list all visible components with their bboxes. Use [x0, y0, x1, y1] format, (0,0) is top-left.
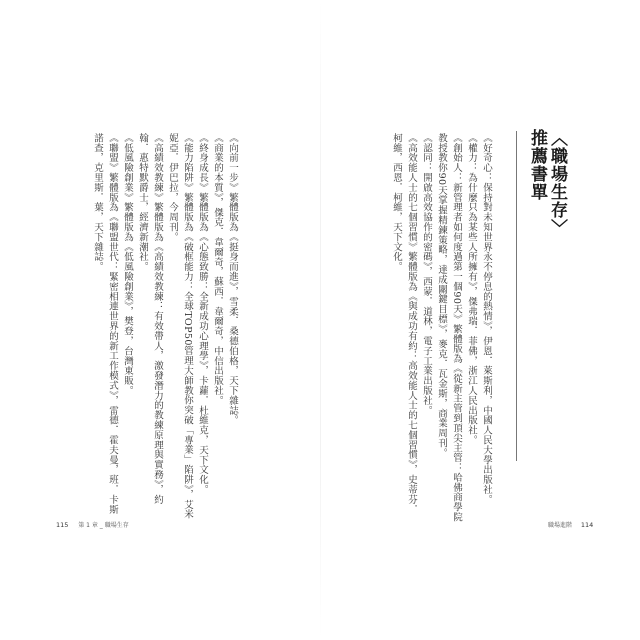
right-page-number: 114 [580, 521, 594, 529]
book-entry-line: 柯維，西恩．柯維，天下文化。 [391, 133, 402, 272]
book-entry-line: 《向前一步》繁體版為《挺身而進》，雪柔．桑德伯格，天下雜誌。 [227, 133, 238, 426]
left-page-number: 115 [56, 521, 69, 529]
book-entry-line: 妮亞．伊巴拉，今周刊。 [167, 133, 178, 242]
book-entry-line: 《終身成長》繁體版為《心態致勝：全新成功心理學》，卡蘿．杜維克，天下文化。 [197, 133, 208, 495]
book-entry-line: 《能力陷阱》繁體版為《破框能力：全球TOP50管理大師教你突破「專業」陷阱》，艾米 [182, 133, 193, 520]
book-entry-line: 《高績效教練》繁體版為《高績效教練：有效帶人，激發潛力的教練原理與實務》，約 [152, 133, 163, 505]
book-entry-line: 翰．惠特默爵士，經濟新潮社。 [137, 133, 148, 272]
right-page-booklist [389, 133, 494, 522]
book-entry-line: 《創始人：新管理者如何度過第一個90天》繁體版為《從新主管到頂尖主管：哈佛商學院 [451, 133, 462, 523]
page-gutter [320, 0, 321, 640]
book-entry-line: 《認同：開啟高效協作的密碼》，西蒙．道林，電子工業出版社。 [421, 133, 432, 416]
book-entry-line: 《權力：為什麼只為某些人所擁有》，傑弗瑞．菲佛，浙江人民出版社。 [466, 133, 477, 446]
book-entry-line: 《低風險創業》繁體版為《低風險創業》，樊登，台灣東販。 [122, 133, 133, 396]
book-entry-line: 《高效能人士的七個習慣》繁體版為《與成功有約：高效能人士的七個習慣》，史蒂芬． [406, 133, 417, 515]
section-heading [527, 129, 567, 461]
book-entry-line: 《好奇心：保持對未知世界永不停息的熱情》，伊恩．萊斯利，中國人民大學出版社。 [481, 133, 492, 505]
heading-title: 〈職場生存〉 [547, 129, 567, 237]
heading-divider [516, 131, 517, 461]
left-running-head: 第 1 章 _ 職場生存 [78, 522, 129, 529]
left-page-footer [56, 520, 129, 529]
right-page-footer [548, 520, 593, 529]
heading-subtitle: 推薦書單 [527, 129, 547, 201]
left-page-booklist [90, 133, 240, 519]
book-entry-line: 諾查，克里斯．葉，天下雜誌。 [92, 133, 103, 272]
right-running-head: 職場進階 [548, 522, 573, 529]
book-entry-line: 《商業的本質》，傑克．韋爾奇，蘇西．韋爾奇，中信出版社。 [212, 133, 223, 406]
book-entry-line: 教授教你90天掌握精鍊策略，達成關鍵目標》，麥克．瓦金斯，商業周刊。 [436, 133, 447, 458]
book-entry-line: 《聯盟》繁體版為《聯盟世代：緊密相連世界的新工作模式》，雷德．霍夫曼，班．卡斯 [107, 133, 118, 515]
